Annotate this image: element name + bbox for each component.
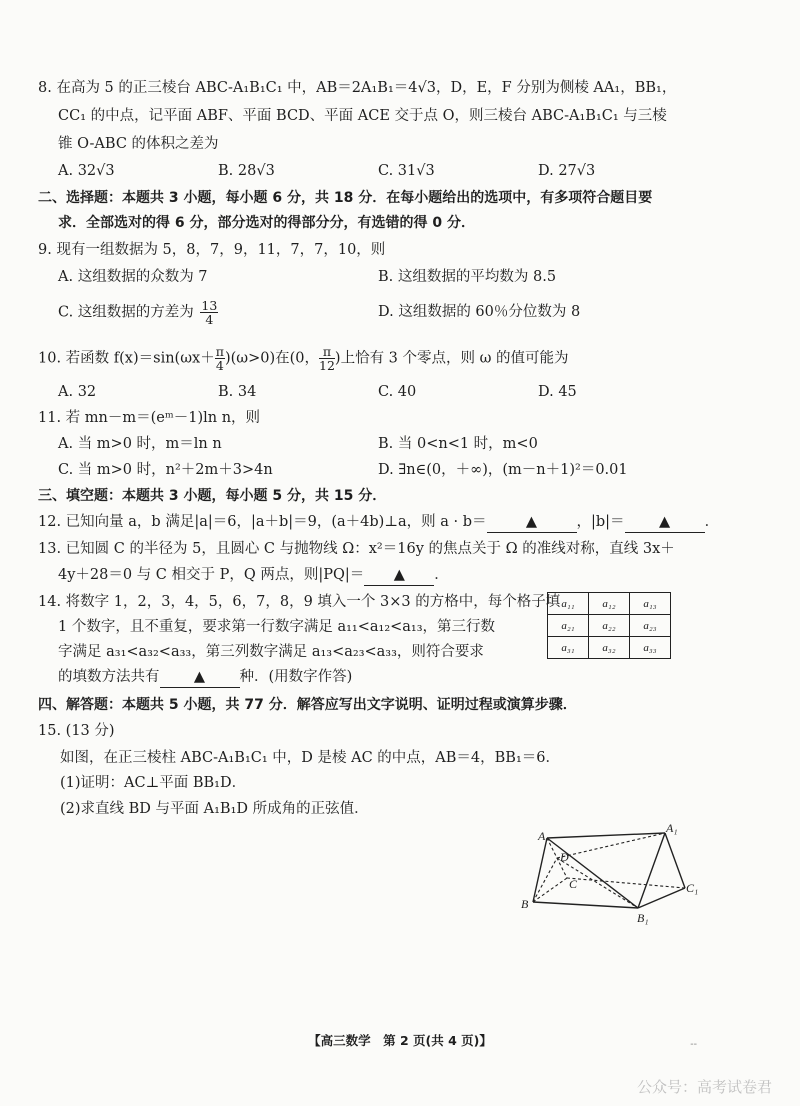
q15-head: 15. (13 分) (38, 723, 115, 739)
grid-cell: a₂₁ (548, 615, 589, 637)
q11-option-d: D. ∃n∈(0，＋∞)，(m－n＋1)²＝0.01 (378, 462, 628, 478)
q12-text-part1: 12. 已知向量 a，b 满足|a|＝6，|a＋b|＝9，(a＋4b)⊥a，则 a · b＝ (38, 514, 487, 530)
q8-option-b: B. 28√3 (218, 163, 275, 179)
q15-line3: (2)求直线 BD 与平面 A₁B₁D 所成角的正弦值． (60, 801, 369, 817)
q13-line2 (58, 565, 449, 586)
answer-blank (487, 512, 577, 533)
fraction-numerator: 13 (201, 298, 218, 313)
q9-option-d: D. 这组数据的 60％分位数为 8 (378, 304, 581, 320)
blank-triangle-icon: ▲ (193, 669, 206, 685)
corner-mark: -- (690, 1039, 697, 1050)
edge-A1-C1 (665, 833, 685, 888)
grid-cell: a₃₂ (589, 637, 630, 659)
section2-heading: 二、选择题：本题共 3 小题，每小题 6 分，共 18 分．在每小题给出的选项中，有多项符合题目要 (38, 190, 653, 206)
q10-option-d: D. 45 (538, 384, 577, 400)
edge-B-B1 (533, 902, 638, 908)
label-D: D (560, 850, 569, 864)
q15-line2: (1)证明：AC⊥平面 BB₁D． (60, 775, 247, 791)
grid-cell: a₁₁ (548, 593, 589, 615)
answer-blank (364, 565, 434, 586)
q8-line1: 8. 在高为 5 的正三棱台 ABC-A₁B₁C₁ 中，AB＝2A₁B₁＝4√3，D，E，F 分别为侧棱 AA₁，BB₁， (38, 80, 677, 96)
grid-cell: a₂₃ (630, 615, 671, 637)
q9-option-c (58, 299, 218, 326)
fraction-numerator: π (215, 344, 224, 359)
grid-cell: a₃₃ (630, 637, 671, 659)
q13-line1: 13. 已知圆 C 的半径为 5，且圆心 C 与抛物线 Ω：x²＝16y 的焦点关于 Ω 的准线对称，直线 3x＋ (38, 541, 675, 557)
label-C: C (569, 877, 578, 891)
fraction-denominator: 4 (205, 312, 214, 327)
edge-C1-B1 (638, 888, 685, 908)
label-B1: B₁ (637, 911, 649, 925)
q9-option-a: A. 这组数据的众数为 7 (58, 269, 208, 285)
q12-text-part2: ，|b|＝ (576, 514, 625, 530)
blank-triangle-icon: ▲ (658, 514, 671, 530)
q8-option-d: D. 27√3 (538, 163, 596, 179)
q15-line1: 如图，在正三棱柱 ABC-A₁B₁C₁ 中，D 是棱 AC 的中点，AB＝4，BB₁＝6． (60, 750, 560, 766)
q10-option-c: C. 40 (378, 384, 417, 400)
q9-stem: 9. 现有一组数据为 5，8，7，9，11，7，7，10，则 (38, 242, 386, 258)
label-A: A (538, 829, 546, 843)
q14-line1: 14. 将数字 1，2，3，4，5，6，7，8，9 填入一个 3×3 的方格中，每个格子填 (38, 594, 561, 610)
q11-stem: 11. 若 mn－m＝(eᵐ－1)ln n，则 (38, 410, 261, 426)
q10-stem-part1: 10. 若函数 f(x)＝sin(ωx＋ (38, 350, 215, 367)
q13-text: 4y＋28＝0 与 C 相交于 P，Q 两点，则|PQ|＝ (58, 567, 365, 583)
fraction-pi-over-4 (215, 345, 225, 372)
page-footer: 【高三数学 第 2 页(共 4 页)】 (308, 1033, 492, 1048)
q14-line3: 字满足 a₃₁<a₃₂<a₃₃，第三列数字满足 a₁₃<a₂₃<a₃₃，则符合要求 (58, 644, 484, 660)
fraction-numerator: π (319, 345, 335, 359)
edge-A-A1 (547, 833, 665, 838)
blank-triangle-icon: ▲ (393, 567, 405, 583)
segment-A-B1 (547, 838, 638, 908)
q14-grid (547, 592, 671, 659)
section3-heading: 三、填空题：本题共 3 小题，每小题 5 分，共 15 分． (38, 488, 387, 504)
grid-cell: a₁₂ (589, 593, 630, 615)
q10-stem-part3: )上恰有 3 个零点，则 ω 的值可能为 (334, 350, 569, 367)
q8-line3: 锥 O-ABC 的体积之差为 (58, 136, 219, 152)
fraction-denominator: 4 (215, 358, 224, 373)
section4-heading: 四、解答题：本题共 5 小题，共 77 分．解答应写出文字说明、证明过程或演算步骤． (38, 697, 577, 713)
q9-option-c-text: C. 这组数据的方差为 (58, 304, 194, 321)
q12-text-part3: ． (704, 514, 720, 530)
edge-A-B (533, 838, 547, 902)
watermark: 公众号：高考试卷君 (636, 1078, 772, 1096)
edge-A1-B1 (638, 833, 665, 908)
q14-text: 的填数方法共有 (58, 669, 160, 685)
edge-C-C1 (567, 878, 685, 888)
answer-blank (160, 667, 240, 688)
q8-option-a: A. 32√3 (58, 163, 115, 179)
q13-text-end: ． (434, 567, 449, 583)
q12-stem (38, 512, 719, 533)
q14-text-end: 种．(用数字作答) (239, 669, 353, 685)
q11-option-a: A. 当 m>0 时，m＝ln n (58, 436, 222, 452)
label-C1: C₁ (686, 881, 699, 895)
section2-heading-cont: 求．全部选对的得 6 分，部分选对的得部分分，有选错的得 0 分． (58, 215, 475, 231)
q9-option-b: B. 这组数据的平均数为 8.5 (378, 269, 557, 285)
prism-figure (515, 820, 705, 930)
q8-line2: CC₁ 的中点，记平面 ABF、平面 BCD、平面 ACE 交于点 O，则三棱台 ABC-A₁B₁C₁ 与三棱 (58, 108, 667, 124)
grid-cell: a₂₂ (589, 615, 630, 637)
q11-option-c: C. 当 m>0 时，n²＋2m＋3>4n (58, 462, 273, 478)
blank-triangle-icon: ▲ (525, 514, 538, 530)
q8-option-c: C. 31√3 (378, 163, 435, 179)
q10-stem-part2: )(ω>0)在(0， (224, 350, 319, 367)
grid-cell: a₁₃ (630, 593, 671, 615)
label-B: B (521, 897, 529, 911)
segment-B-D (533, 858, 557, 902)
q10-stem (38, 345, 569, 372)
q10-option-a: A. 32 (58, 384, 97, 400)
answer-blank (625, 512, 705, 533)
label-A1: A₁ (666, 821, 678, 835)
fraction-denominator: 12 (319, 358, 335, 373)
grid-cell: a₃₁ (548, 637, 589, 659)
q14-line4 (58, 667, 352, 688)
q14-line2: 1 个数字，且不重复，要求第一行数字满足 a₁₁<a₁₂<a₁₃，第三行数 (58, 619, 496, 635)
fraction (200, 299, 218, 326)
q10-option-b: B. 34 (218, 384, 257, 400)
fraction-pi-over-12 (319, 345, 335, 372)
q11-option-b: B. 当 0<n<1 时，m<0 (378, 436, 538, 452)
